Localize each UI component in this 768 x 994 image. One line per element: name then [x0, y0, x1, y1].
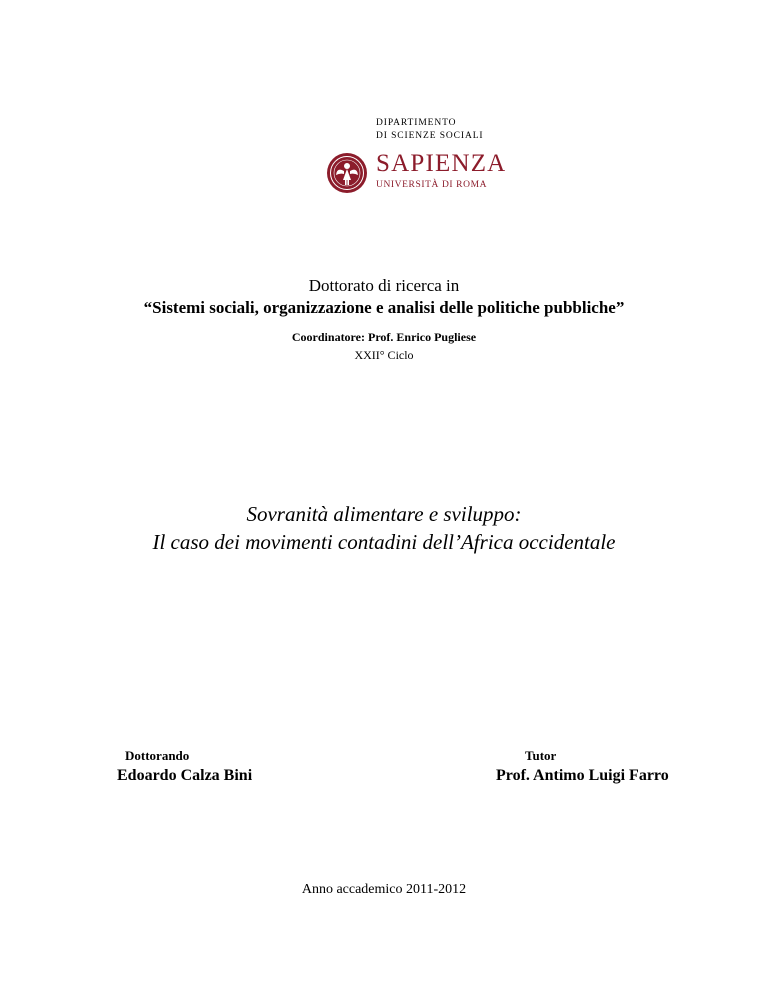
- thesis-title-line-2: Il caso dei movimenti contadini dell’Africa occidentale: [152, 530, 616, 554]
- student-name: Edoardo Calza Bini: [117, 767, 253, 784]
- doctorate-intro: Dottorato di ricerca in: [308, 276, 460, 295]
- student-label: Dottorando: [125, 748, 190, 763]
- thesis-title-line-1: Sovranità alimentare e sviluppo:: [246, 502, 522, 526]
- university-logo-text: SAPIENZA: [376, 150, 507, 177]
- coordinator: Coordinatore: Prof. Enrico Pugliese: [291, 330, 477, 344]
- academic-year: Anno accademico 2011-2012: [301, 882, 467, 897]
- tutor-label: Tutor: [525, 748, 557, 763]
- university-subtitle: UNIVERSITÀ DI ROMA: [376, 180, 488, 190]
- doctorate-program: “Sistemi sociali, organizzazione e analisi delle politiche pubbliche”: [143, 298, 625, 317]
- cycle: XXII° Ciclo: [354, 348, 414, 362]
- department-name: [376, 117, 576, 143]
- department-line-2: DI SCIENZE SOCIALI: [376, 131, 484, 141]
- tutor-name: Prof. Antimo Luigi Farro: [496, 767, 669, 784]
- university-seal-icon: [326, 150, 368, 196]
- department-line-1: DIPARTIMENTO: [376, 118, 457, 128]
